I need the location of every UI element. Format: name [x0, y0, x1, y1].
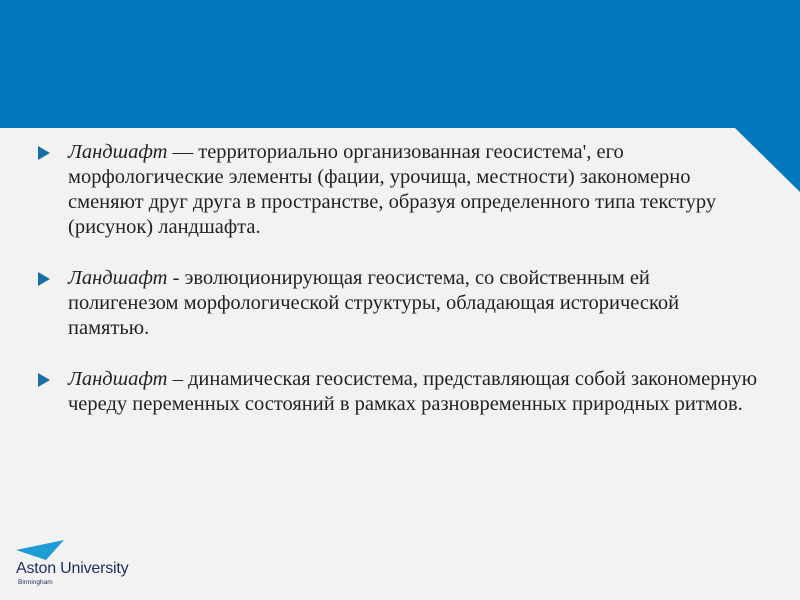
bullet-item-2 [38, 266, 758, 341]
logo-name: Aston University [16, 560, 129, 577]
logo-triangle-icon [16, 540, 66, 560]
bullet-text: — территориально организованная геосистема', его морфологические элементы (фации, урочища, местности) закономерно сменяют друг друга в пространстве, образуя определенного типа текстуру (рисунок) ландшафта. [68, 141, 717, 238]
bullet-term: Ландшафт [68, 141, 168, 163]
logo-city: Birmingham [18, 579, 53, 586]
aston-university-logo [14, 540, 144, 592]
bullet-term: Ландшафт [68, 267, 168, 289]
bullet-item-3 [38, 367, 758, 417]
bullet-text: – динамическая геосистема, представляющая собой закономерную череду переменных состояний в рамках разновременных природных ритмов. [68, 368, 758, 415]
slide-body [38, 140, 758, 443]
bullet-item-1 [38, 140, 758, 240]
bullet-text: - эволюционирующая геосистема, со свойственным ей полигенезом морфологической структуры, обладающая исторической памятью. [68, 267, 680, 339]
bullet-term: Ландшафт [68, 368, 168, 390]
bullet-marker-icon [38, 373, 50, 387]
bullet-marker-icon [38, 272, 50, 286]
bullet-marker-icon [38, 146, 50, 160]
